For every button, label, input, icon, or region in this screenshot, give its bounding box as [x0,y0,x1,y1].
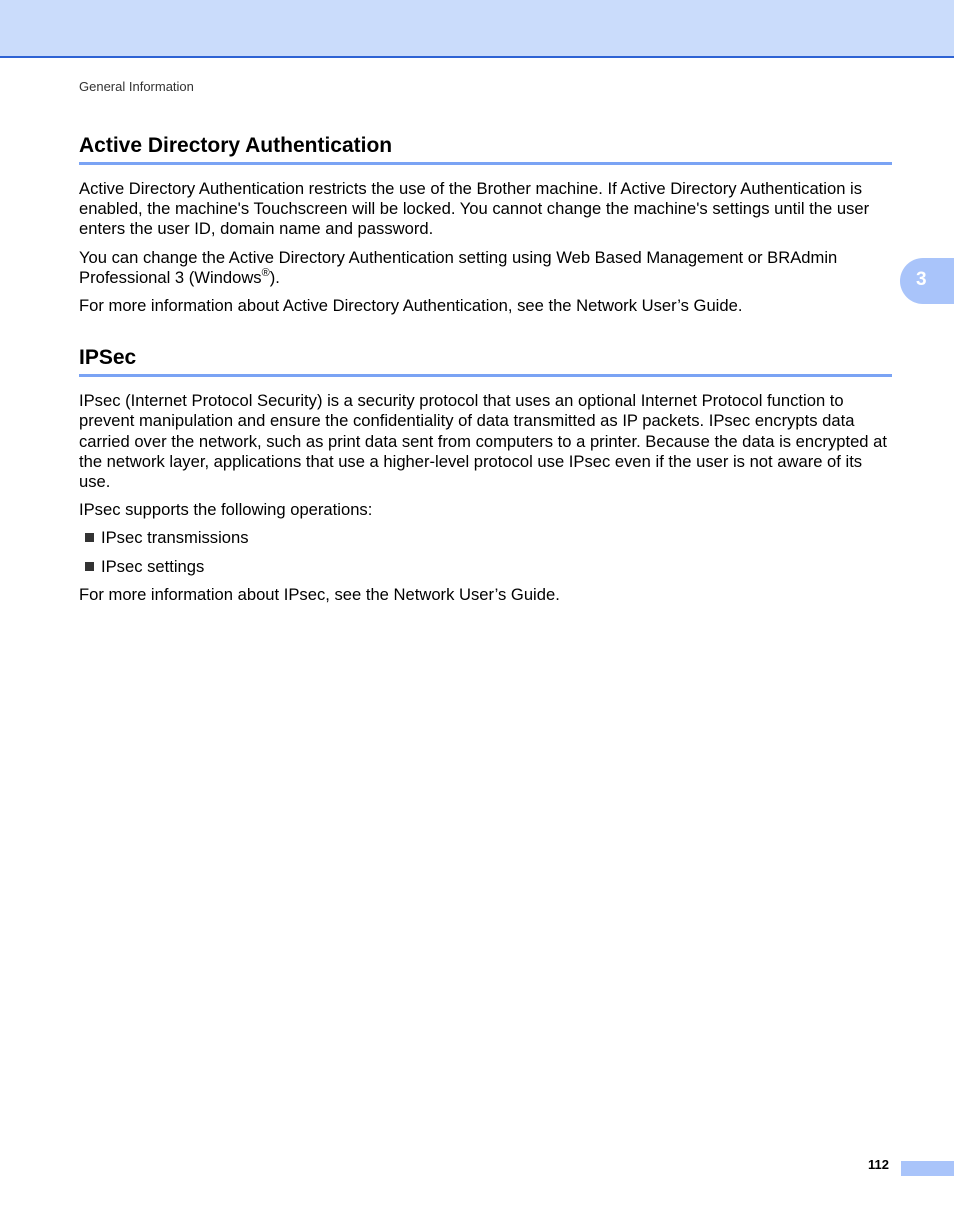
list-item [79,528,892,548]
chapter-tab [900,258,954,304]
list-item-label: IPsec transmissions [101,528,249,548]
paragraph: IPsec (Internet Protocol Security) is a security protocol that uses an optional Internet Protocol function to prevent manipulation and ensure the confidentiality of data transmitted as IP packets. IPsec encrypts data carried over the network, such as print data sent from computers to a printer. Because the data is encrypted at the network layer, applications that use a higher-level protocol use IPsec even if the user is not aware of its use. [79,391,887,492]
header-band [0,0,954,58]
paragraph: For more information about IPsec, see the Network User’s Guide. [79,584,560,604]
running-head: General Information [79,79,194,94]
section-heading: Active Directory Authentication [79,132,892,165]
list-item [79,557,892,577]
square-bullet-icon [85,562,94,571]
paragraph-text: You can change the Active Directory Authentication setting using Web Based Management or BRAdmin Professional 3 (Windows [79,247,838,287]
paragraph: For more information about Active Directory Authentication, see the Network User’s Guide. [79,296,743,316]
registered-mark: ® [261,266,270,279]
section-heading: IPSec [79,344,892,377]
section-active-directory [79,132,892,316]
page-content [79,132,892,605]
paragraph [79,248,892,288]
paragraph-text: ). [269,267,280,287]
paragraph: IPsec supports the following operations: [79,500,373,520]
operations-list [79,528,892,576]
square-bullet-icon [85,533,94,542]
page-number: 112 [868,1157,889,1172]
chapter-number: 3 [916,269,927,290]
section-ipsec [79,344,892,605]
list-item-label: IPsec settings [101,556,205,576]
footer-bar [901,1161,954,1176]
paragraph: Active Directory Authentication restricts the use of the Brother machine. If Active Directory Authentication is enabled, the machine's Touchscreen will be locked. You cannot change the machine's settings until the user enters the user ID, domain name and password. [79,179,870,239]
